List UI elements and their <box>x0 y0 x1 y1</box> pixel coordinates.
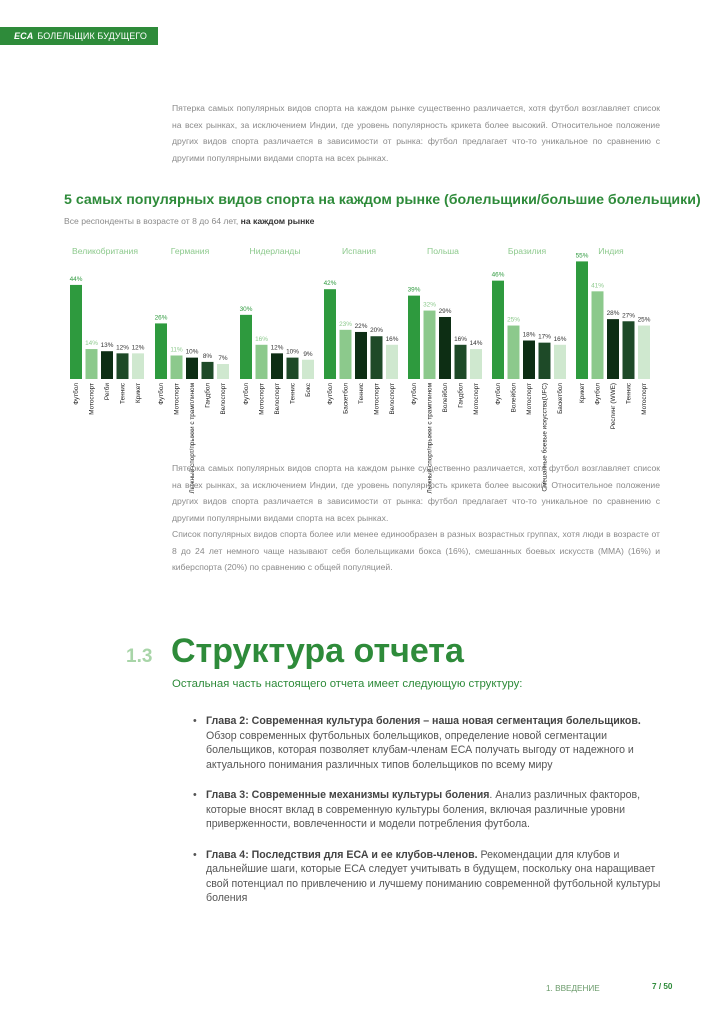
data-label: 12% <box>131 344 145 352</box>
eca-logo: ECA <box>14 31 34 41</box>
sport-label: Велоспорт <box>220 383 227 415</box>
data-label: 29% <box>438 307 452 315</box>
bar <box>576 261 588 379</box>
data-label: 42% <box>323 280 337 288</box>
sport-label: Теннис <box>358 383 365 404</box>
bar <box>132 353 144 379</box>
market-label: Испания <box>341 246 377 256</box>
data-label: 10% <box>185 348 199 356</box>
data-label: 26% <box>154 314 168 322</box>
bar <box>492 281 504 379</box>
bar <box>217 364 229 379</box>
bar <box>355 332 367 379</box>
sport-label: Крикет <box>135 383 142 403</box>
sport-label: Волейбол <box>510 383 518 413</box>
chapter-item <box>190 788 670 832</box>
sport-label: Футбол <box>327 383 334 405</box>
data-label: 10% <box>286 348 299 356</box>
data-label: 32% <box>423 301 436 309</box>
bar <box>424 311 436 379</box>
chapter-desc: . Анализ различных факторов, которые вносят вклад в современную культуры боления, включая различные уровни приверженности, вовлеченности и модели потребления футбола. <box>206 789 641 830</box>
bullet-icon: • <box>193 789 197 801</box>
sport-label: Реслинг (WWE) <box>610 383 617 430</box>
bar <box>117 353 129 379</box>
data-label: 16% <box>454 335 467 343</box>
sport-label: Футбол <box>158 383 165 405</box>
chapter-title: Глава 3: Современные механизмы культуры боления <box>206 789 490 801</box>
chart-title: 5 самых популярных видов спорта на каждом рынке (болельщики/большие болельщики) <box>64 192 701 208</box>
sport-label: Бокс <box>305 383 312 397</box>
data-label: 12% <box>116 344 129 352</box>
chart-subtitle-bold: на каждом рынке <box>240 216 315 226</box>
bar <box>302 360 314 379</box>
sport-label: Гандбол <box>204 383 212 408</box>
bar <box>86 349 98 379</box>
bar <box>155 323 167 379</box>
data-label: 25% <box>637 316 651 324</box>
bullet-icon: • <box>193 848 197 861</box>
analysis-paragraph-1: Пятерка самых популярных видов спорта на каждом рынке существенно различается, хотя футбол возглавляет список на всех рынках, за исключением Индии, где уровень популярность крикета более высокий. Относительное положение других видов спорта различается в зависимости от рынка: футбол предлагает что-то уникальное по сравнению с другими популярными видами спорта на всех рынках. <box>172 463 660 523</box>
bar <box>470 349 482 379</box>
bar <box>171 355 183 379</box>
sport-label: Мотоспорт <box>258 383 266 415</box>
sport-label: Мотоспорт <box>173 383 181 415</box>
data-label: 16% <box>385 335 399 343</box>
chart-subtitle <box>64 216 314 226</box>
bar <box>287 358 299 379</box>
sport-label: Теннис <box>119 383 127 404</box>
bar <box>240 315 252 379</box>
sport-label: Баскетбол <box>342 383 350 414</box>
data-label: 17% <box>538 333 551 341</box>
bar <box>638 326 650 379</box>
data-label: 16% <box>255 335 268 343</box>
data-label: 14% <box>85 340 98 348</box>
data-label: 7% <box>218 355 228 363</box>
data-label: 41% <box>591 282 604 290</box>
bar <box>408 296 420 379</box>
bar <box>324 289 336 379</box>
bar <box>554 345 566 379</box>
page-number: 7 / 50 <box>652 982 673 991</box>
chapter-title: Глава 4: Последствия для ЕСА и ее клубов-членов. <box>206 848 478 861</box>
chapter-list <box>190 714 670 922</box>
chapter-item <box>190 714 670 772</box>
data-label: 8% <box>202 352 213 360</box>
bar <box>523 341 535 379</box>
bar <box>340 330 352 379</box>
data-label: 39% <box>407 286 421 294</box>
sport-label: Мотоспорт <box>526 383 533 415</box>
chart-subtitle-prefix: Все респонденты в возрасте от 8 до 64 лет, <box>64 216 239 226</box>
sport-label: Регби <box>104 383 111 401</box>
data-label: 22% <box>354 322 368 330</box>
sport-label: Футбол <box>594 383 602 405</box>
sport-label: Лыжный спорт/прыжки с трамплином <box>426 383 434 494</box>
sport-label: Велоспорт <box>389 383 396 415</box>
market-label: Польша <box>427 246 459 256</box>
data-label: 25% <box>507 316 520 324</box>
bar <box>202 362 214 379</box>
sport-label: Мотоспорт <box>88 383 96 415</box>
data-label: 46% <box>491 271 505 279</box>
sport-label: Баскетбол <box>557 383 564 414</box>
bar <box>623 321 635 379</box>
data-label: 55% <box>575 252 589 260</box>
data-label: 30% <box>239 305 253 313</box>
section-title: Структура отчета <box>171 632 464 670</box>
data-label: 20% <box>370 327 383 335</box>
sport-label: Теннис <box>289 383 297 404</box>
sport-label: Велоспорт <box>274 383 281 415</box>
data-label: 27% <box>622 312 635 320</box>
header-bar <box>0 27 158 45</box>
market-label: Нидерланды <box>249 246 301 256</box>
sport-label: Футбол <box>495 383 502 405</box>
sport-label: Волейбол <box>442 383 449 413</box>
sport-label: Гандбол <box>457 383 465 408</box>
bar <box>256 345 268 379</box>
sport-label: Футбол <box>243 383 250 405</box>
bar <box>539 343 551 379</box>
analysis-paragraph <box>172 460 660 576</box>
bar <box>386 345 398 379</box>
chapter-desc: Рекомендации для клубов и дальнейшие шаги, которые ЕСА следует учитывать в будущем, поскольку она наращивает свой потенциал по привлечению и лучшему пониманию современной футбольной культуры боления <box>206 848 661 904</box>
bar <box>455 345 467 379</box>
sport-label: Футбол <box>411 383 418 405</box>
market-label: Индия <box>598 246 624 256</box>
market-label: Великобритания <box>72 246 138 256</box>
data-label: 23% <box>339 320 352 328</box>
bullet-icon: • <box>193 715 197 727</box>
data-label: 16% <box>553 335 567 343</box>
bar <box>508 326 520 379</box>
sport-label: Лыжный спорт/прыжки с трамплином <box>189 383 196 494</box>
data-label: 11% <box>170 346 183 354</box>
sport-label: Теннис <box>625 383 633 404</box>
bar <box>271 353 283 379</box>
sport-label: Мотоспорт <box>373 383 381 415</box>
sport-label: Крикет <box>579 383 586 403</box>
footer-section: 1. ВВЕДЕНИЕ <box>546 984 600 993</box>
section-number: 1.3 <box>126 646 153 667</box>
sport-label: Мотоспорт <box>641 383 648 415</box>
bar <box>70 285 82 379</box>
bar <box>592 291 604 379</box>
header-title: БОЛЕЛЬЩИК БУДУЩЕГО <box>37 31 147 41</box>
data-label: 28% <box>606 310 620 318</box>
data-label: 14% <box>469 340 483 348</box>
bar <box>607 319 619 379</box>
bar <box>439 317 451 379</box>
chapter-item <box>190 848 670 906</box>
sport-label: Смешанные боевые искусства(UFC) <box>541 383 549 492</box>
sport-label: Мотоспорт <box>473 383 480 415</box>
analysis-paragraph-2: Список популярных видов спорта более или менее единообразен в разных возрастных группах, хотя люди в возрасте от 8 до 24 лет немного чаще называют себя болельщиками бокса (16%), смешанных боевых искусств (MMA) (16%) и киберспорта (20%) по сравнению с общей популяцией. <box>172 529 660 572</box>
intro-paragraph <box>172 100 660 166</box>
bar <box>371 336 383 379</box>
section-intro: Остальная часть настоящего отчета имеет следующую структуру: <box>172 678 523 690</box>
data-label: 44% <box>69 275 83 283</box>
data-label: 13% <box>100 342 114 350</box>
market-label: Бразилия <box>507 246 547 256</box>
bar <box>101 351 113 379</box>
data-label: 12% <box>270 344 284 352</box>
chapter-desc: Обзор современных футбольных болельщиков, определение новой сегментации болельщиков, которая позволяет клубам-членам ЕСА получать выгоду от надежного и актуального понимания различных типов болельщиков по всему миру <box>206 729 634 771</box>
chapter-title: Глава 2: Современная культура боления – наша новая сегментация болельщиков. <box>206 715 641 727</box>
data-label: 9% <box>303 350 313 358</box>
market-label: Германия <box>170 246 210 256</box>
data-label: 18% <box>522 331 536 339</box>
intro-paragraph-text: Пятерка самых популярных видов спорта на каждом рынке существенно различается, хотя футбол возглавляет список на всех рынках, за исключением Индии, где уровень популярность крикета более высокий. Относительное положение других видов спорта различается в зависимости от рынка: футбол предлагает что-то уникальное по сравнению с другими популярными видами спорта на всех рынках. <box>172 103 660 163</box>
sport-label: Футбол <box>73 383 80 405</box>
bar <box>186 358 198 379</box>
